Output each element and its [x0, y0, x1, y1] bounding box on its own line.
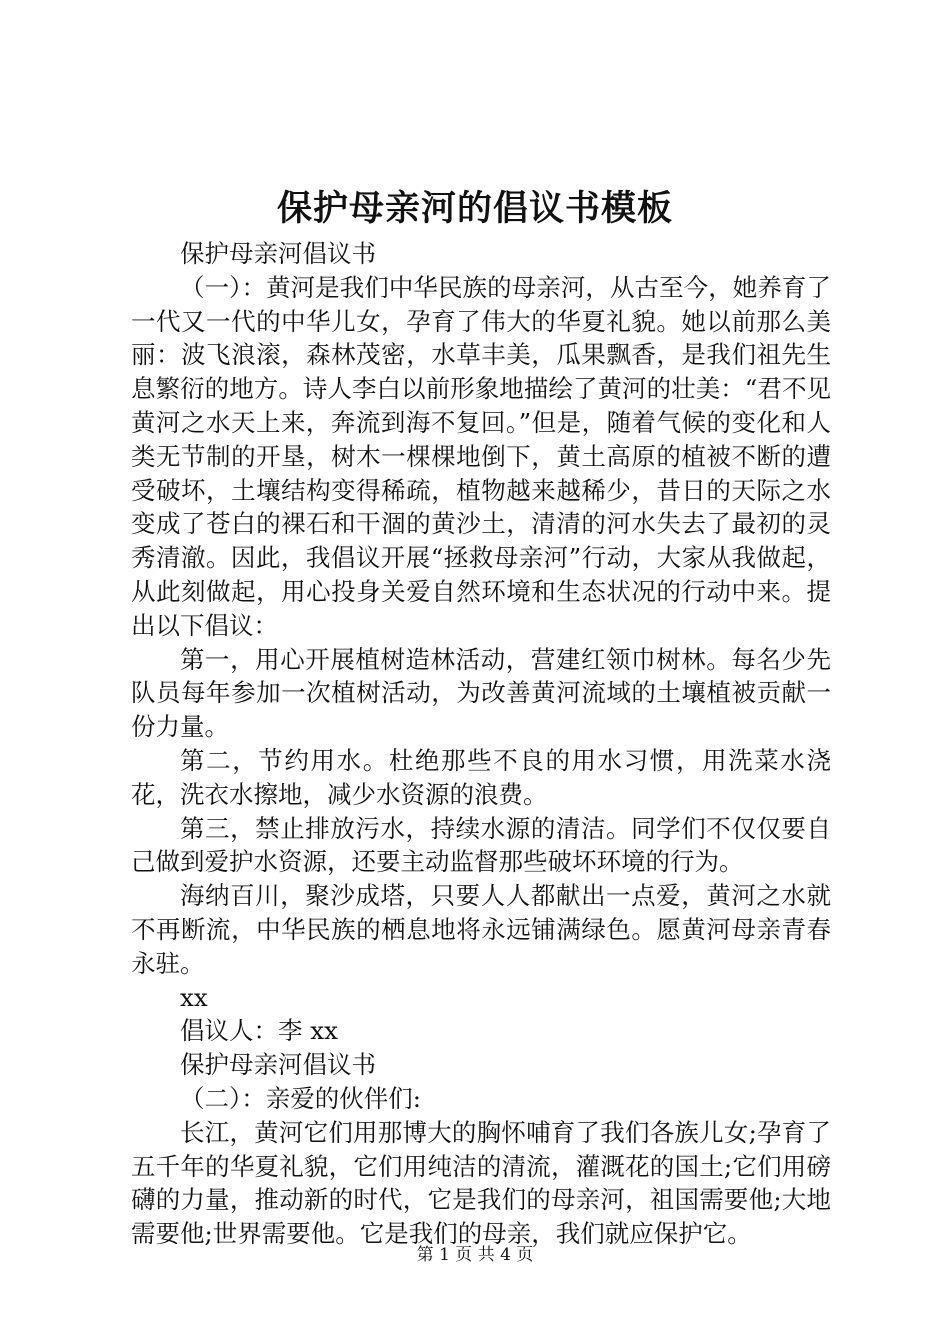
- body-paragraph: 长江，黄河它们用那博大的胸怀哺育了我们各族儿女;孕育了五千年的华夏礼貌，它们用纯洁的清流，灌溉花的国土;它们用磅礴的力量，推动新的时代，它是我们的母亲河，祖国需要他;大地需要他;世界需要他。它是我们的母亲，我们就应保护它。: [131, 1117, 831, 1249]
- body-paragraph: 第三，禁止排放污水，持续水源的清洁。同学们不仅仅要自己做到爱护水资源，还要主动监督那些破坏环境的行为。: [131, 813, 831, 877]
- section-heading: 保护母亲河倡议书: [180, 239, 376, 268]
- page-footer: 第 1 页 共 4 页: [416, 1245, 534, 1265]
- document-body: [131, 237, 831, 1251]
- section-heading: 保护母亲河倡议书: [180, 1050, 376, 1080]
- date-line: xx: [180, 982, 208, 1012]
- body-paragraph: （一）：黄河是我们中华民族的母亲河，从古至今，她养育了一代又一代的中华儿女，孕育了伟大的华夏礼貌。她以前那么美丽：波飞浪滚，森林茂密，水草丰美，瓜果飘香，是我们祖先生息繁衍的地方。诗人李白以前形象地描绘了黄河的壮美：“君不见黄河之水天上来，奔流到海不复回。”但是，随着气候的变化和人类无节制的开垦，树木一棵棵地倒下，黄土高原的植被不断的遭受破坏，土壤结构变得稀疏，植物越来越稀少，昔日的天际之水变成了苍白的裸石和干涸的黄沙土，清清的河水失去了最初的灵秀清澈。因此，我倡议开展“拯救母亲河”行动，大家从我做起，从此刻做起，用心投身关爱自然环境和生态状况的行动中来。提出以下倡议：: [131, 272, 831, 640]
- signature-line: 倡议人：李 xx: [180, 1016, 338, 1046]
- document-title: 保护母亲河的倡议书模板: [276, 188, 673, 229]
- body-paragraph: 海纳百川，聚沙成塔，只要人人都献出一点爱，黄河之水就不再断流，中华民族的栖息地将永远铺满绿色。愿黄河母亲青春永驻。: [131, 881, 831, 978]
- body-paragraph: 第一，用心开展植树造林活动，营建红领巾树林。每名少先队员每年参加一次植树活动，为改善黄河流域的土壤植被贡献一份力量。: [131, 644, 831, 742]
- salutation: （二）：亲爱的伙伴们:: [180, 1083, 422, 1113]
- body-paragraph: 第二，节约用水。杜绝那些不良的用水习惯，用洗菜水浇花，洗衣水擦地，减少水资源的浪费。: [131, 745, 831, 809]
